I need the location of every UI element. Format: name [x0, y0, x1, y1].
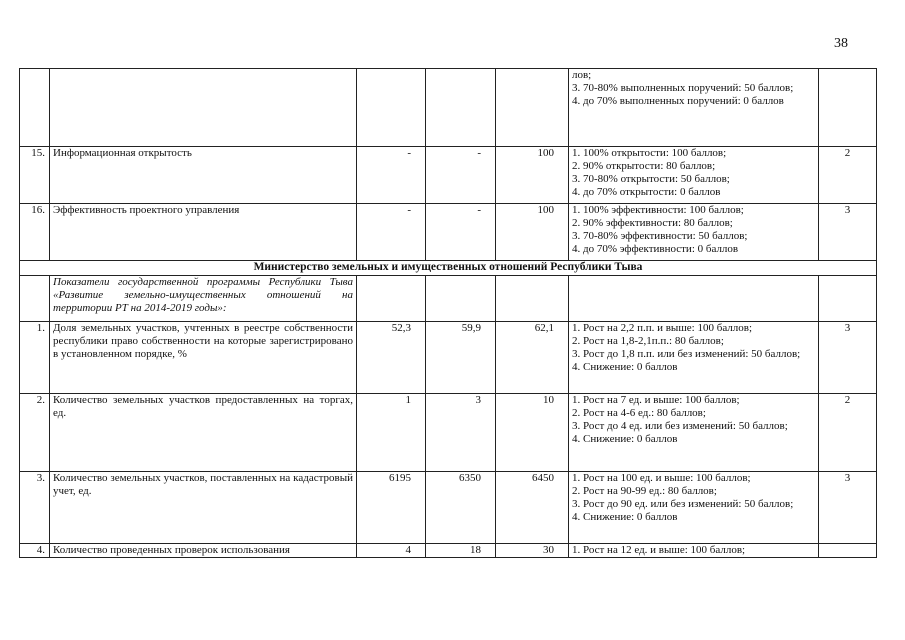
- indicator-name: Количество проведенных проверок использования: [50, 544, 357, 558]
- indicator-table: [19, 68, 877, 558]
- row-number: 15.: [20, 147, 50, 204]
- scoring-criteria: 1. 100% открытости: 100 баллов; 2. 90% открытости: 80 баллов; 3. 70-80% открытости: 50 баллов; 4. до 70% открытости: 0 баллов: [569, 147, 819, 204]
- row-number: 4.: [20, 544, 50, 558]
- value-2017: 3: [426, 394, 496, 472]
- scoring-criteria: 1. Рост на 12 ед. и выше: 100 баллов;: [569, 544, 819, 558]
- row-number: 3.: [20, 472, 50, 544]
- weight-score: 2: [819, 394, 877, 472]
- weight-score: [819, 69, 877, 147]
- program-num-cell: [20, 276, 50, 322]
- scoring-criteria: 1. Рост на 100 ед. и выше: 100 баллов; 2. Рост на 90-99 ед.: 80 баллов; 3. Рост до 90 ед. или без изменений: 50 баллов; 4. Снижение: 0 баллов: [569, 472, 819, 544]
- weight-score: 3: [819, 322, 877, 394]
- page-number: 38: [834, 36, 848, 51]
- weight-score: [819, 544, 877, 558]
- table-row: [20, 322, 877, 394]
- value-2017: 6350: [426, 472, 496, 544]
- indicator-name: [50, 69, 357, 147]
- value-2016: -: [357, 147, 426, 204]
- empty-cell: [426, 276, 496, 322]
- empty-cell: [357, 276, 426, 322]
- value-target: 10: [496, 394, 569, 472]
- value-2016: -: [357, 204, 426, 261]
- indicator-name: Количество земельных участков предоставленных на торгах, ед.: [50, 394, 357, 472]
- scoring-criteria: лов; 3. 70-80% выполненных поручений: 50 баллов; 4. до 70% выполненных поручений: 0 баллов: [569, 69, 819, 147]
- value-2016: 6195: [357, 472, 426, 544]
- section-title: Министерство земельных и имущественных отношений Республики Тыва: [20, 261, 877, 276]
- value-2017: 18: [426, 544, 496, 558]
- scoring-criteria: 1. Рост на 2,2 п.п. и выше: 100 баллов; 2. Рост на 1,8-2,1п.п.: 80 баллов; 3. Рост до 1,8 п.п. или без изменений: 50 баллов; 4. Снижение: 0 баллов: [569, 322, 819, 394]
- value-2017: 59,9: [426, 322, 496, 394]
- value-2017: [426, 69, 496, 147]
- program-title: Показатели государственной программы Республики Тыва «Развитие земельно-имущественных отношений на территории РТ на 2014-2019 годы»:: [50, 276, 357, 322]
- value-target: 100: [496, 204, 569, 261]
- table-row: [20, 472, 877, 544]
- indicator-name: Доля земельных участков, учтенных в реестре собственности республики право собственности на которые зарегистрировано в установленном порядке, %: [50, 322, 357, 394]
- value-target: 6450: [496, 472, 569, 544]
- value-2016: 52,3: [357, 322, 426, 394]
- table-row: [20, 204, 877, 261]
- table-row: [20, 147, 877, 204]
- scoring-criteria: 1. 100% эффективности: 100 баллов; 2. 90% эффективности: 80 баллов; 3. 70-80% эффективности: 50 баллов; 4. до 70% эффективности: 0 баллов: [569, 204, 819, 261]
- indicator-name: Эффективность проектного управления: [50, 204, 357, 261]
- empty-cell: [569, 276, 819, 322]
- empty-cell: [496, 276, 569, 322]
- value-target: 100: [496, 147, 569, 204]
- value-2017: -: [426, 147, 496, 204]
- value-target: 30: [496, 544, 569, 558]
- weight-score: 2: [819, 147, 877, 204]
- row-number: 2.: [20, 394, 50, 472]
- scoring-criteria: 1. Рост на 7 ед. и выше: 100 баллов; 2. Рост на 4-6 ед.: 80 баллов; 3. Рост до 4 ед. или без изменений: 50 баллов; 4. Снижение: 0 баллов: [569, 394, 819, 472]
- table-row: [20, 394, 877, 472]
- table-row: [20, 69, 877, 147]
- value-2016: 1: [357, 394, 426, 472]
- indicator-name: Количество земельных участков, поставленных на кадастровый учет, ед.: [50, 472, 357, 544]
- empty-cell: [819, 276, 877, 322]
- indicator-name: Информационная открытость: [50, 147, 357, 204]
- value-target: [496, 69, 569, 147]
- value-target: 62,1: [496, 322, 569, 394]
- table-row: [20, 544, 877, 558]
- value-2016: [357, 69, 426, 147]
- row-number: 1.: [20, 322, 50, 394]
- value-2016: 4: [357, 544, 426, 558]
- weight-score: 3: [819, 204, 877, 261]
- row-number: [20, 69, 50, 147]
- weight-score: 3: [819, 472, 877, 544]
- row-number: 16.: [20, 204, 50, 261]
- value-2017: -: [426, 204, 496, 261]
